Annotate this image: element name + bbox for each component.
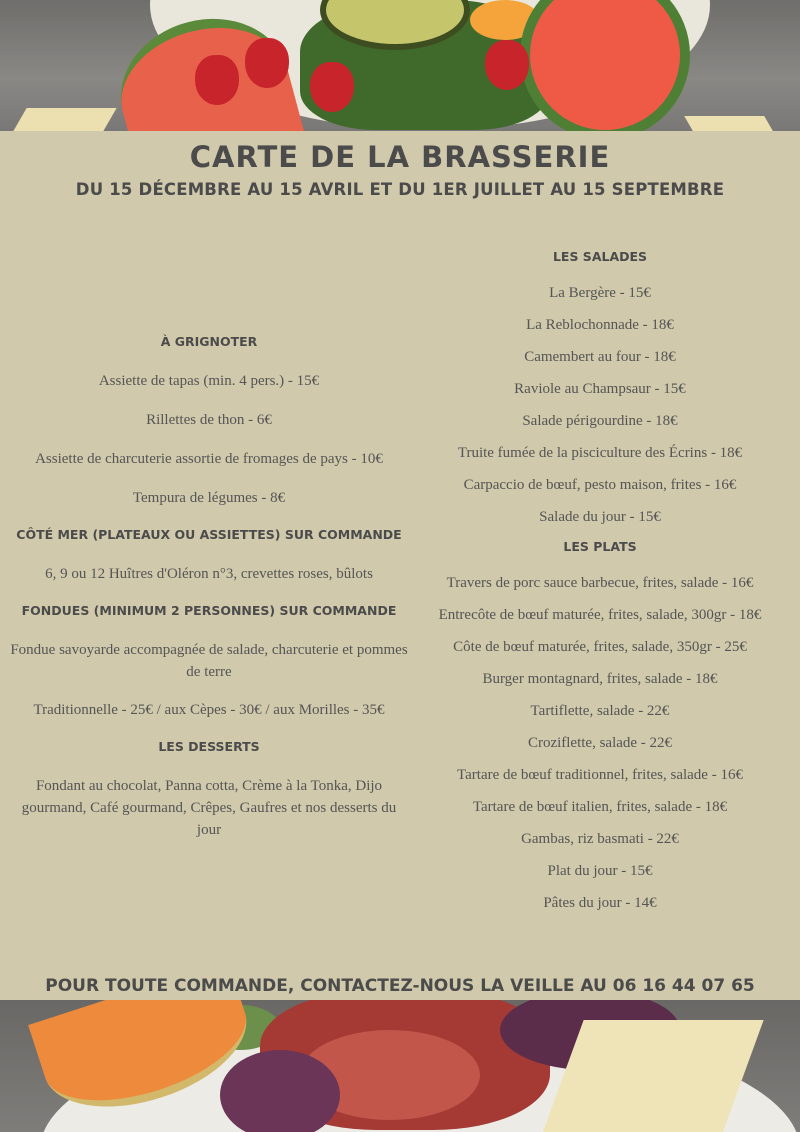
menu-item: Carpaccio de bœuf, pesto maison, frites - 16€ bbox=[463, 477, 737, 493]
menu-item: Tartare de bœuf traditionnel, frites, salade - 16€ bbox=[457, 767, 743, 783]
menu-item: Tempura de légumes - 8€ bbox=[132, 490, 286, 506]
page-subtitle: DU 15 DÉCEMBRE AU 15 AVRIL ET DU 1ER JUILLET AU 15 SEPTEMBRE bbox=[75, 180, 725, 199]
menu-item: Truite fumée de la pisciculture des Écrins - 18€ bbox=[457, 445, 743, 461]
menu-item: Travers de porc sauce barbecue, frites, salade - 16€ bbox=[446, 575, 754, 591]
menu-item: Camembert au four - 18€ bbox=[524, 349, 676, 365]
contact-footer: POUR TOUTE COMMANDE, CONTACTEZ-NOUS LA VEILLE AU 06 16 44 07 65 bbox=[45, 976, 755, 996]
menu-item: Burger montagnard, frites, salade - 18€ bbox=[482, 671, 718, 687]
menu-item: Rillettes de thon - 6€ bbox=[146, 412, 272, 428]
section-heading-salades: LES SALADES bbox=[552, 249, 648, 264]
menu-item: 6, 9 ou 12 Huîtres d'Oléron n°3, crevettes roses, bûlots bbox=[45, 566, 373, 582]
header-food-photo bbox=[0, 0, 800, 131]
menu-right-column bbox=[412, 248, 788, 924]
menu-item: Assiette de charcuterie assortie de fromages de pays - 10€ bbox=[35, 451, 383, 467]
menu-item: Salade du jour - 15€ bbox=[539, 509, 661, 525]
section-heading-grignoter: À GRIGNOTER bbox=[160, 334, 258, 349]
section-heading-plats: LES PLATS bbox=[563, 539, 637, 554]
menu-left-column bbox=[10, 333, 408, 858]
menu-item: Assiette de tapas (min. 4 pers.) - 15€ bbox=[98, 373, 320, 389]
menu-item: Gambas, riz basmati - 22€ bbox=[521, 831, 679, 847]
menu-item: Fondant au chocolat, Panna cotta, Crème à la Tonka, Dijo gourmand, Café gourmand, Crêpes, Gaufres et nos desserts du jour bbox=[21, 778, 397, 838]
menu-item: Entrecôte de bœuf maturée, frites, salade, 300gr - 18€ bbox=[438, 607, 762, 623]
section-heading-mer: CÔTÉ MER (PLATEAUX OU ASSIETTES) SUR COMMANDE bbox=[16, 527, 402, 542]
menu-item: Tartiflette, salade - 22€ bbox=[530, 703, 670, 719]
menu-item: Raviole au Champsaur - 15€ bbox=[514, 381, 686, 397]
footer-food-photo bbox=[0, 1000, 800, 1132]
section-heading-desserts: LES DESSERTS bbox=[158, 739, 260, 754]
menu-item: Pâtes du jour - 14€ bbox=[543, 895, 657, 911]
menu-item: La Reblochonnade - 18€ bbox=[526, 317, 674, 333]
menu-item: Salade périgourdine - 18€ bbox=[522, 413, 678, 429]
page-title: CARTE DE LA BRASSERIE bbox=[189, 140, 611, 174]
menu-item: Traditionnelle - 25€ / aux Cèpes - 30€ / aux Morilles - 35€ bbox=[33, 702, 385, 718]
menu-item: Fondue savoyarde accompagnée de salade, charcuterie et pommes de terre bbox=[10, 642, 408, 680]
menu-item: Côte de bœuf maturée, frites, salade, 350gr - 25€ bbox=[453, 639, 747, 655]
section-heading-fondues: FONDUES (MINIMUM 2 PERSONNES) SUR COMMANDE bbox=[21, 603, 397, 618]
menu-item: La Bergère - 15€ bbox=[549, 285, 651, 301]
menu-item: Tartare de bœuf italien, frites, salade - 18€ bbox=[472, 799, 728, 815]
menu-item: Croziflette, salade - 22€ bbox=[527, 735, 673, 751]
menu-item: Plat du jour - 15€ bbox=[547, 863, 653, 879]
